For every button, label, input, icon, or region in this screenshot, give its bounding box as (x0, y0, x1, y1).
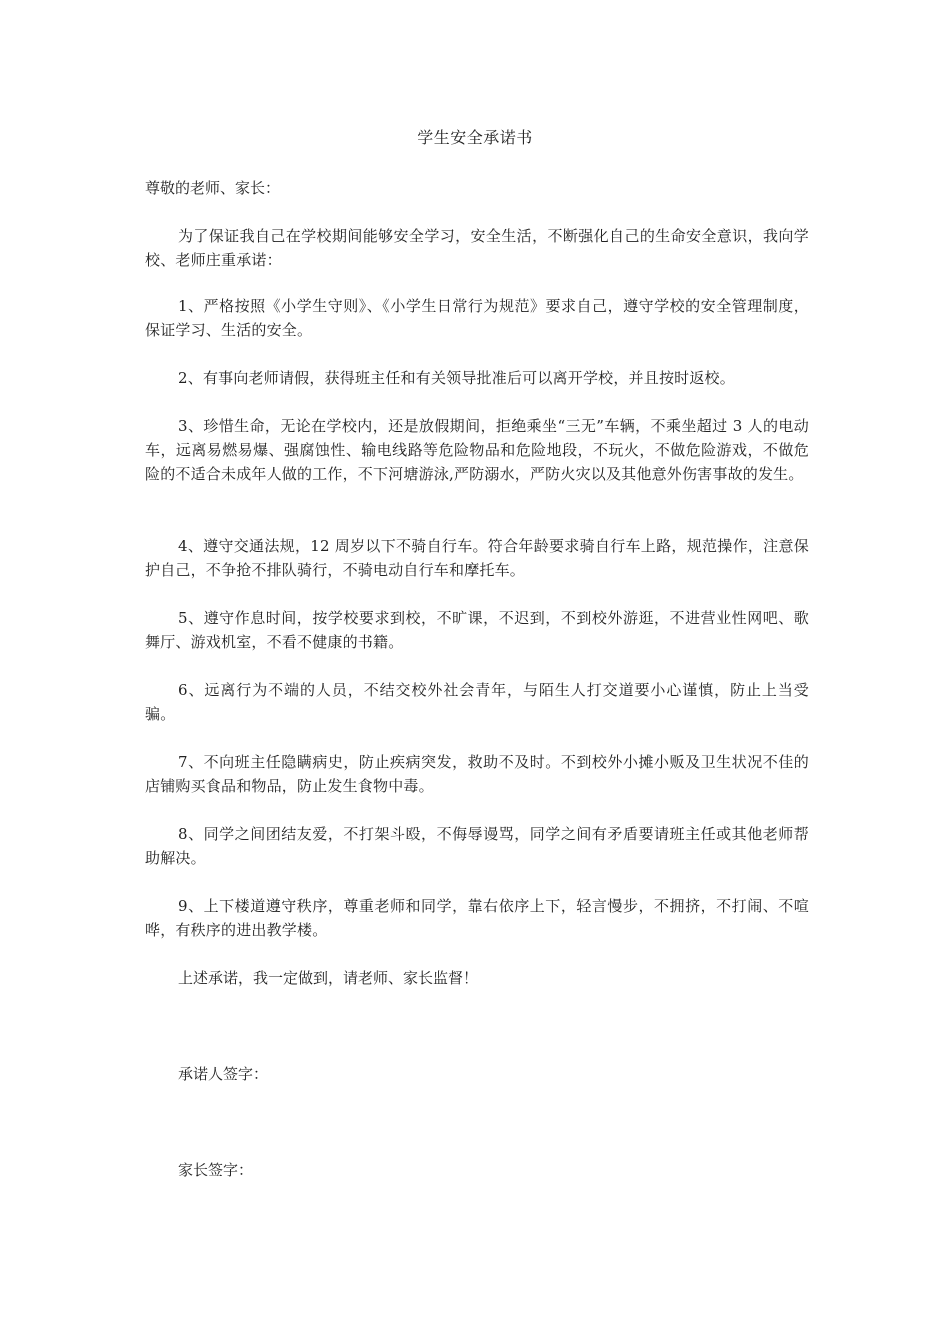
promise-item-3: 3、珍惜生命，无论在学校内，还是放假期间，拒绝乘坐“三无”车辆，不乘坐超过 3 人的电动车，远离易燃易爆、强腐蚀性、输电线路等危险物品和危险地段，不玩火，不做危险游戏，不做危险的不适合未成年人做的工作，不下河塘游泳,严防溺水，严防火灾以及其他意外伤害事故的发生。 (145, 417, 809, 483)
greeting: 尊敬的老师、家长： (145, 179, 281, 197)
document-title: 学生安全承诺书 (417, 128, 533, 147)
student-signature-label: 承诺人签字： (178, 1065, 269, 1083)
promise-item-9: 9、上下楼道遵守秩序，尊重老师和同学，靠右依序上下，轻言慢步，不拥挤，不打闹、不喧哗，有秩序的进出教学楼。 (145, 897, 809, 939)
promise-item-5: 5、遵守作息时间，按学校要求到校，不旷课，不迟到，不到校外游逛，不进营业性网吧、歌舞厅、游戏机室，不看不健康的书籍。 (145, 609, 809, 651)
closing-statement: 上述承诺，我一定做到，请老师、家长监督！ (178, 969, 479, 987)
promise-item-2: 2、有事向老师请假，获得班主任和有关领导批准后可以离开学校，并且按时返校。 (178, 369, 735, 387)
document-page (145, 0, 809, 1344)
promise-item-7: 7、不向班主任隐瞒病史，防止疾病突发，救助不及时。不到校外小摊小贩及卫生状况不佳的店铺购买食品和物品，防止发生食物中毒。 (145, 753, 809, 795)
promise-item-8: 8、同学之间团结友爱，不打架斗殴，不侮辱谩骂，同学之间有矛盾要请班主任或其他老师帮助解决。 (145, 825, 809, 867)
parent-signature-label: 家长签字： (178, 1161, 254, 1179)
promise-item-6: 6、远离行为不端的人员，不结交校外社会青年，与陌生人打交道要小心谨慎，防止上当受骗。 (145, 681, 809, 723)
promise-item-1: 1、严格按照《小学生守则》、《小学生日常行为规范》要求自己，遵守学校的安全管理制度，保证学习、生活的安全。 (145, 297, 809, 339)
intro-paragraph: 为了保证我自己在学校期间能够安全学习，安全生活，不断强化自己的生命安全意识，我向学校、老师庄重承诺： (145, 227, 809, 269)
promise-item-4: 4、遵守交通法规，12 周岁以下不骑自行车。符合年龄要求骑自行车上路，规范操作，注意保护自己，不争抢不排队骑行，不骑电动自行车和摩托车。 (145, 537, 809, 579)
